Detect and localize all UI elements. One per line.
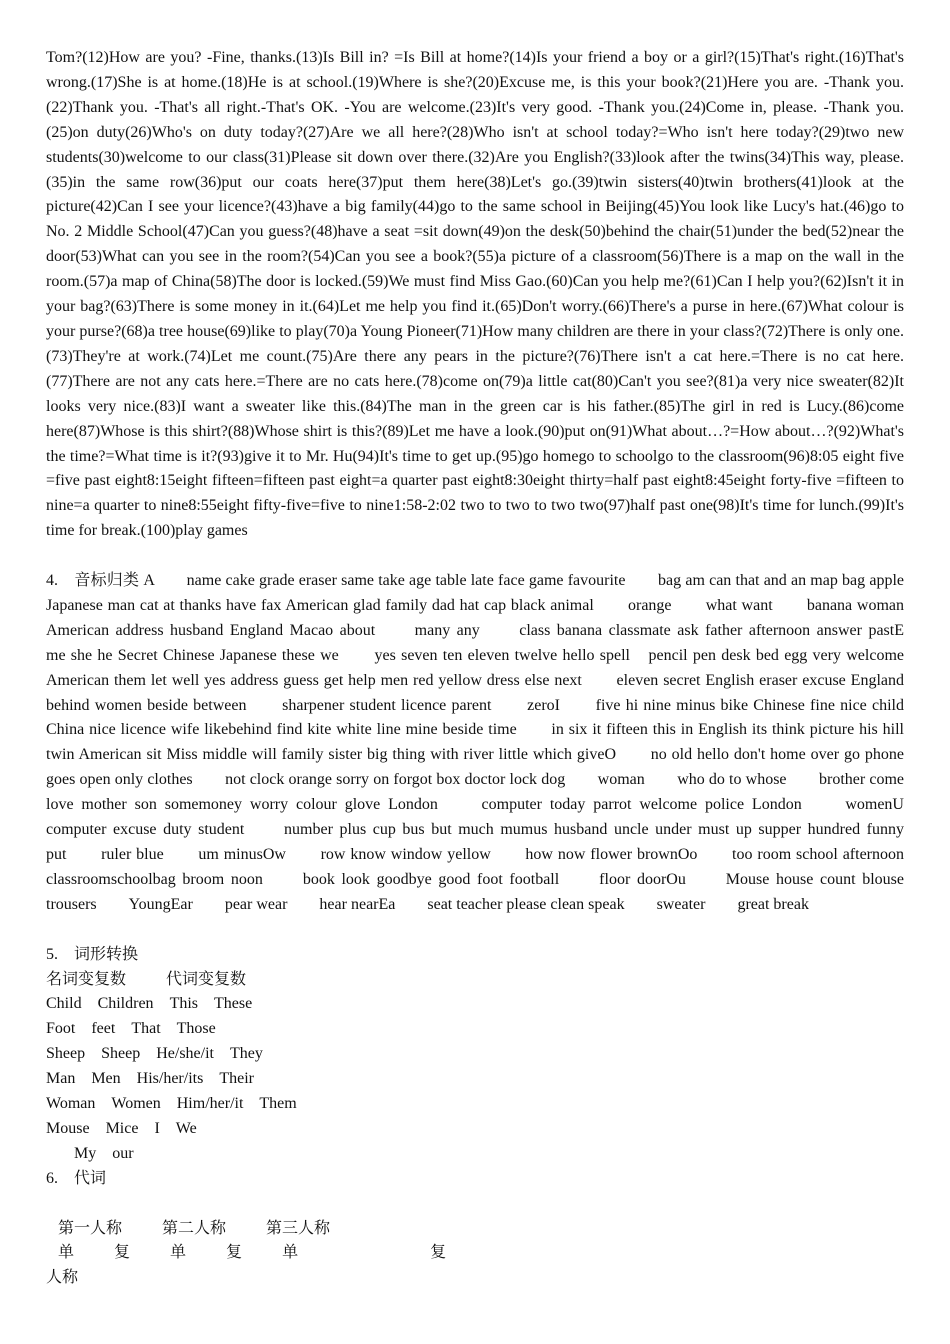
header-first-person: 第一人称 xyxy=(58,1219,123,1237)
header-singular: 单 xyxy=(170,1244,187,1262)
section6 xyxy=(46,1167,904,1292)
cell: Foot xyxy=(46,1020,76,1038)
spacer xyxy=(46,1192,904,1217)
cell: That xyxy=(131,1020,161,1038)
cell: These xyxy=(214,995,253,1013)
cell: Child xyxy=(46,995,82,1013)
cell: our xyxy=(112,1144,134,1162)
section5-title: 5. 词形转换 xyxy=(46,945,139,963)
header-pronoun-plural: 代词变复数 xyxy=(166,970,247,988)
header-noun-plural: 名词变复数 xyxy=(46,970,127,988)
header-second-person: 第二人称 xyxy=(162,1219,227,1237)
cell: Mice xyxy=(105,1119,139,1137)
section5-header xyxy=(46,968,904,993)
cell: Women xyxy=(111,1095,161,1113)
cell: We xyxy=(175,1119,197,1137)
section5 xyxy=(46,943,904,1167)
table-row xyxy=(46,1142,904,1167)
cell: feet xyxy=(91,1020,116,1038)
table-row xyxy=(46,1092,904,1117)
spacer xyxy=(46,918,904,943)
cell: Sheep xyxy=(101,1045,141,1063)
cell: He/she/it xyxy=(156,1045,214,1063)
cell: They xyxy=(229,1045,263,1063)
cell: His/her/its xyxy=(136,1070,204,1088)
header-third-person: 第三人称 xyxy=(266,1219,331,1237)
cell: Their xyxy=(219,1070,254,1088)
table-row xyxy=(46,1017,904,1042)
table-row xyxy=(46,1117,904,1142)
document-page xyxy=(46,46,937,1291)
cell: I xyxy=(154,1119,160,1137)
person-header-row xyxy=(46,1217,904,1242)
spacer xyxy=(46,544,904,569)
header-singular: 单 xyxy=(282,1244,299,1262)
cell: Man xyxy=(46,1070,76,1088)
header-singular: 单 xyxy=(58,1244,75,1262)
cell: My xyxy=(74,1144,97,1162)
table-row xyxy=(46,1067,904,1092)
cell: Those xyxy=(176,1020,216,1038)
phonetics-paragraph: 4. 音标归类 A name cake grade eraser same take age table late face game favourite bag am can that and an map bag apple Japanese man cat at thanks have fax American glad family dad hat cap black animal orange what want banana woman American address husband England Macao about many any class banana classmate ask father afternoon answer pastE me she he Secret Chinese Japanese these we yes seven ten eleven twelve hello spell pencil pen desk bed egg very welcome American them let well yes address guess get help men red yellow dress else next eleven secret English eraser excuse England behind women beside between sharpener student licence parent zeroI five hi nine minus bike Chinese fine nice child China nice licence wife likebehind find kite white line mine beside time in six it fifteen this in English its think picture his hill twin American sit Miss middle will family sister big thing with river little which giveO no old hello don't home over go phone goes open only clothes not clock orange sorry on forgot box doctor lock dog woman who do to whose brother come love mother son somemoney worry colour glove London computer today parrot welcome police London womenU computer excuse duty student number plus cup bus but much mumus husband uncle under must up supper hundred funny put ruler blue um minusOw row know window yellow how now flower brownOo too room school afternoon classroomschoolbag broom noon book look goodbye good foot football floor doorOu Mouse house count blouse trousers YoungEar pear wear hear nearEa seat teacher please clean speak sweater great break xyxy=(46,572,937,913)
cell: Children xyxy=(97,995,154,1013)
number-header-row xyxy=(46,1241,904,1266)
table-row xyxy=(46,1042,904,1067)
cell: Woman xyxy=(46,1095,96,1113)
header-plural: 复 xyxy=(226,1244,243,1262)
cell: Men xyxy=(91,1070,121,1088)
header-plural: 复 xyxy=(430,1244,447,1262)
section6-title: 6. 代词 xyxy=(46,1169,107,1187)
header-plural: 复 xyxy=(114,1244,131,1262)
cell: Them xyxy=(259,1095,297,1113)
table-row xyxy=(46,992,904,1017)
cell: Sheep xyxy=(46,1045,86,1063)
row-label: 人称 xyxy=(46,1269,79,1287)
cell: Him/her/it xyxy=(176,1095,244,1113)
cell: This xyxy=(169,995,199,1013)
phrases-paragraph: Tom?(12)How are you? -Fine, thanks.(13)Is Bill in? =Is Bill at home?(14)Is your friend a boy or a girl?(15)That's right.(16)That's wrong.(17)She is at home.(18)He is at school.(19)Where is she?(20)Excuse me, is this your book?(21)Here you are. -Thank you.(22)Thank you. -That's all right.-That's OK. -You are welcome.(23)It's very good. -Thank you.(24)Come in, please. -Thank you.(25)on duty(26)Who's on duty today?(27)Are we all here?(28)Who isn't at school today?=Who isn't here today?(29)two new students(30)welcome to our class(31)Please sit down over there.(32)Are you English?(33)look after the twins(34)This way, please.(35)in the same row(36)put our coats here(37)put them here(38)Let's go.(39)twin sisters(40)twin brothers(41)look at the picture(42)Can I see your licence?(43)have a big family(44)go to the same school in Beijing(45)You look like Lucy's hat.(46)go to No. 2 Middle School(47)Can you guess?(48)have a seat =sit down(49)on the desk(50)behind the chair(51)under the bed(52)near the door(53)What can you see in the room?(54)Can you see a book?(55)a picture of a classroom(56)There is a map on the wall in the room.(57)a map of China(58)The door is locked.(59)We must find Miss Gao.(60)Can you help me?(61)Can I help you?(62)Isn't it in your bag?(63)There is some money in it.(64)Let me help you find it.(65)Don't worry.(66)There's a purse in here.(67)What colour is your purse?(68)a tree house(69)like to play(70)a Young Pioneer(71)How many children are there in your class?(72)There is only one.(73)They're at work.(74)Let me count.(75)Are there any pears in the picture?(76)There isn't a cat here.=There is no cat here.(77)There are not any cats here.=There are no cats here.(78)come on(79)a little cat(80)Can't you see?(81)a very nice sweater(82)It looks very nice.(83)I want a sweater like this.(84)The man in the green car is his father.(85)The girl in red is Lucy.(86)come here(87)Whose is this shirt?(88)Whose shirt is this?(89)Let me have a look.(90)put on(91)What about…?=How about…?(92)What's the time?=What time is it?(93)give it to Mr. Hu(94)It's time to get up.(95)go homego to schoolgo to the classroom(96)8:05 eight five =five past eight8:15eight fifteen=fifteen past eight=a quarter past eight8:30eight thirty=half past eight8:45eight forty-five =fifteen to nine=a quarter to nine8:55eight fifty-five=five to nine1:58-2:02 two to two to two two(97)half past one(98)It's time for lunch.(99)It's time for break.(100)play games xyxy=(46,49,904,540)
cell: Mouse xyxy=(46,1119,90,1137)
